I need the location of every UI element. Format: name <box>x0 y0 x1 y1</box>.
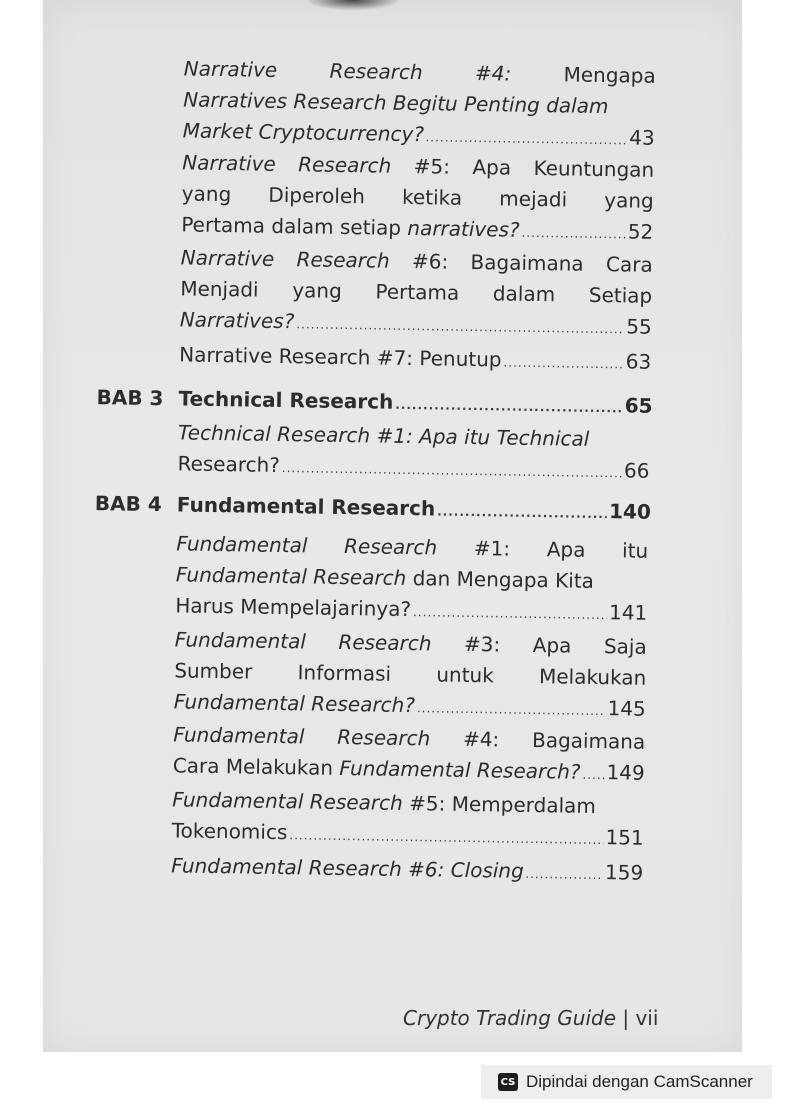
toc-word: Keuntungan <box>533 155 655 182</box>
toc-entry-fundamental-5 <box>172 784 645 853</box>
toc-entry-last-line <box>180 304 652 342</box>
toc-word: Melakukan <box>538 664 647 690</box>
toc-entry-fundamental-4 <box>173 719 646 788</box>
toc-word: #4: <box>474 61 512 86</box>
book-title: Crypto Trading Guide <box>403 1006 617 1030</box>
toc-entry-narrative-7 <box>179 339 651 377</box>
toc-word: Cara <box>605 252 653 277</box>
chapter-number: BAB 4 <box>94 491 162 517</box>
toc-word: Menjadi <box>180 276 259 302</box>
toc-entry-fundamental-1 <box>175 528 648 628</box>
chapter-heading-bab-4 <box>95 488 651 531</box>
dot-leader <box>437 496 607 530</box>
toc-entry-line: Narratives Research Begitu Penting dalam <box>183 87 609 119</box>
toc-entry-title: Fundamental Research? <box>173 689 416 718</box>
toc-word: itu <box>621 538 649 563</box>
toc-word: dalam <box>492 281 556 307</box>
toc-word: Research <box>329 58 423 85</box>
dot-leader <box>413 597 607 631</box>
toc-entry-fundamental-6 <box>171 850 643 888</box>
toc-entry-narrative-5 <box>181 147 654 247</box>
toc-entry-narrative-4 <box>183 53 656 153</box>
toc-word: Narrative <box>183 56 278 82</box>
dot-leader <box>582 760 605 791</box>
toc-page-number: 55 <box>626 314 652 339</box>
toc-word: #5: <box>413 154 451 179</box>
toc-entry-title <box>173 750 581 787</box>
toc-entry-line: Technical Research #1: Apa itu Technical <box>177 420 590 451</box>
roman-page-number: vii <box>635 1006 659 1030</box>
toc-page-number: 66 <box>623 458 650 483</box>
toc-word: mejadi <box>499 186 568 212</box>
book-page <box>43 0 742 1052</box>
toc-entry-line: Fundamental Research #5: Memperdalam <box>172 787 597 819</box>
toc-entry-title: Narratives? <box>179 307 295 334</box>
toc-word: Research <box>337 724 431 751</box>
toc-entry-last-line <box>171 850 643 888</box>
toc-page-number: 159 <box>604 860 644 885</box>
toc-entry-title <box>181 209 520 245</box>
chapter-number: BAB 3 <box>96 385 164 411</box>
chapter-page-number: 140 <box>608 499 652 524</box>
camscanner-label: Dipindai dengan CamScanner <box>526 1072 753 1091</box>
chapter-page-number: 65 <box>624 393 653 418</box>
camscanner-logo-icon: CS <box>498 1073 518 1091</box>
toc-word: Bagaimana <box>531 728 646 754</box>
toc-entry-title: Narrative Research #7: Penutup <box>179 342 502 372</box>
toc-word: Saja <box>603 634 647 659</box>
dot-leader <box>503 348 624 381</box>
toc-entry-title: Harus Mempelajarinya? <box>175 593 412 622</box>
toc-page-number: 43 <box>629 125 655 150</box>
toc-word: #1: <box>473 536 511 561</box>
camscanner-stamp <box>481 1065 772 1099</box>
toc-word: Research <box>296 247 390 273</box>
toc-word: yang <box>604 188 654 213</box>
toc-entry-technical-1 <box>177 417 650 486</box>
toc-page-number: 151 <box>605 825 644 850</box>
toc-entry-title-part: Pertama dalam setiap <box>181 212 408 240</box>
toc-entry-title: Fundamental Research #6: Closing <box>171 853 524 883</box>
toc-entry-italic-part: Fundamental Research <box>172 787 403 815</box>
toc-page-number: 149 <box>606 760 645 785</box>
toc-word: #6: <box>411 249 449 274</box>
toc-entry-narrative-6 <box>180 242 653 342</box>
toc-word: Research <box>298 152 392 178</box>
toc-word: Diperoleh <box>268 182 366 209</box>
toc-word: Apa <box>532 633 572 658</box>
toc-word: Research <box>343 534 438 560</box>
footer-separator: | <box>616 1006 636 1030</box>
toc-word: yang <box>292 278 342 303</box>
toc-word: yang <box>181 181 232 207</box>
toc-word: Fundamental <box>173 722 305 749</box>
table-of-contents <box>34 0 749 1058</box>
toc-word: untuk <box>436 662 494 688</box>
toc-page-number: 141 <box>608 600 648 625</box>
dot-leader <box>282 453 623 489</box>
toc-word: Bagaimana <box>470 249 584 276</box>
toc-word: Mengapa <box>563 62 656 88</box>
toc-word: ketika <box>401 184 463 210</box>
toc-word: Sumber <box>174 658 253 684</box>
toc-page-number: 145 <box>607 696 646 721</box>
chapter-title: Fundamental Research <box>176 492 436 521</box>
toc-word: Research <box>338 629 432 656</box>
toc-word: Fundamental <box>174 627 307 654</box>
toc-entry-text-part: dan Mengapa Kita <box>406 566 595 593</box>
toc-entry-last-line <box>173 750 645 788</box>
toc-word: #4: <box>462 726 500 752</box>
toc-word: Apa <box>546 537 586 562</box>
page-footer <box>403 1006 658 1030</box>
dot-leader <box>289 820 604 856</box>
toc-word: Narrative <box>180 245 275 271</box>
toc-entry-last-line <box>179 339 651 377</box>
toc-page-number: 52 <box>627 219 654 244</box>
toc-word: Informasi <box>297 660 392 686</box>
toc-word: Narrative <box>182 150 276 176</box>
dot-leader <box>417 693 606 727</box>
toc-entry-title-part: Cara Melakukan <box>172 753 340 780</box>
toc-entry-fundamental-3 <box>174 624 647 724</box>
dot-leader <box>296 309 624 345</box>
dot-leader <box>395 390 623 425</box>
toc-entry-title: Market Cryptocurrency? <box>182 118 425 147</box>
toc-page-number: 63 <box>625 349 652 374</box>
toc-word: Fundamental <box>176 531 308 558</box>
toc-entry-title: Tokenomics <box>171 818 288 845</box>
dot-leader <box>525 859 603 891</box>
dot-leader <box>521 218 626 251</box>
toc-entry-title: Research? <box>177 451 281 478</box>
chapter-title: Technical Research <box>178 386 394 414</box>
toc-entry-title-italic: narratives? <box>407 215 520 242</box>
toc-word: #3: <box>463 631 501 657</box>
toc-entry-title-italic: Fundamental Research? <box>339 755 581 784</box>
toc-word: Setiap <box>588 282 653 308</box>
toc-word: Apa <box>472 154 512 180</box>
toc-entry-last-line <box>181 209 653 247</box>
toc-entry-italic-part: Fundamental Research <box>175 562 407 591</box>
toc-word: Pertama <box>375 279 460 305</box>
